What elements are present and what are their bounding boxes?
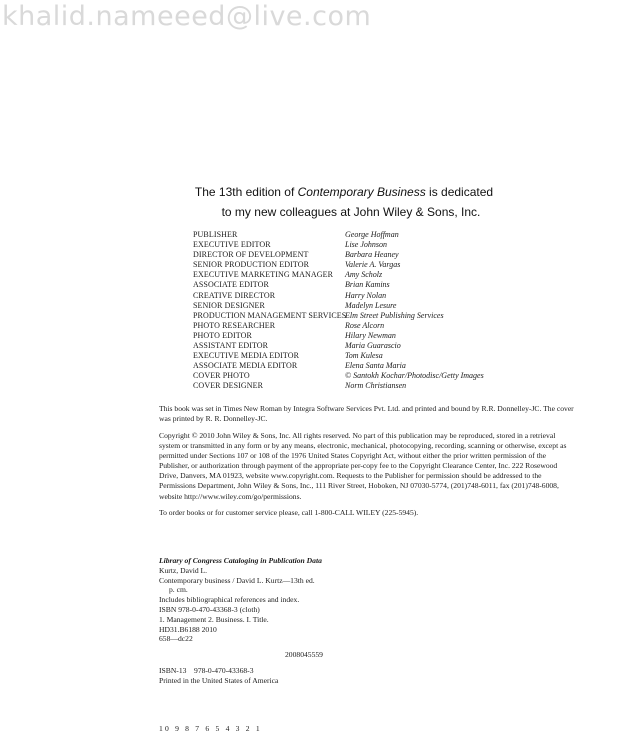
credit-role: COVER DESIGNER	[193, 381, 264, 391]
dedication-line-2: to my new colleagues at John Wiley & Sons, Inc.	[221, 205, 481, 219]
credit-row	[193, 301, 493, 311]
cip-printed: Printed in the United States of America	[159, 675, 279, 685]
email-watermark: khalid.nameeed@live.com	[2, 1, 372, 32]
credit-name: Lise Johnson	[345, 240, 387, 250]
copyright-notice: Copyright © 2010 John Wiley & Sons, Inc. All rights reserved. No part of this publication may be reproduced, stored in a retrieval system or transmitted in any form or by any means, electronic, mechanical, photocopying, recording, scanning or otherwise, except as permitted under Sections 107 or 108 of the 1976 United States Copyright Act, without either the prior written permission of the Publisher, or authorization through payment of the appropriate per-copy fee to the Copyright Clearance Center, Inc. 222 Rosewood Drive, Danvers, MA 01923, website www.copyright.com. Requests to the Publisher for permission should be addressed to the Permissions Department, John Wiley & Sons, Inc., 111 River Street, Hoboken, NJ 07030-5774, (201)748-6011, fax (201)748-6008, website http://www.wiley.com/go/permissions.	[159, 431, 567, 501]
credit-row	[193, 351, 493, 361]
credit-row	[193, 250, 493, 260]
credit-row	[193, 361, 493, 371]
order-info: To order books or for customer service please, call 1-800-CALL WILEY (225-5945).	[159, 508, 419, 517]
credit-row	[193, 381, 493, 391]
cip-pages: p. cm.	[169, 585, 188, 595]
credit-row	[193, 321, 493, 331]
credit-name: Rose Alcorn	[345, 320, 385, 330]
credits-list	[193, 230, 493, 392]
dedication-text: is dedicated	[425, 185, 494, 199]
credit-role: SENIOR DESIGNER	[193, 300, 265, 310]
credit-role: DIRECTOR OF DEVELOPMENT	[193, 250, 309, 260]
credit-name: Harry Nolan	[345, 290, 387, 300]
credit-name: © Santokh Kochar/Photodisc/Getty Images	[345, 371, 484, 381]
typesetting-note: This book was set in Times New Roman by Integra Software Services Pvt. Ltd. and printed and bound by R.R. Donnelley-JC. The cover was printed by R. R. Donnelley-JC.	[159, 404, 574, 424]
credit-name: Elm Street Publishing Services	[345, 310, 444, 320]
credit-row	[193, 331, 493, 341]
credit-row	[193, 230, 493, 240]
credit-role: PUBLISHER	[193, 230, 238, 239]
credit-name: Madelyn Lesure	[345, 300, 397, 310]
credit-name: Maria Guarascio	[345, 341, 401, 351]
credit-name: Tom Kulesa	[345, 351, 383, 361]
dedication	[0, 182, 638, 222]
credit-role: EXECUTIVE MARKETING MANAGER	[193, 270, 334, 280]
cip-isbn13: ISBN-13 978-0-470-43368-3	[159, 665, 254, 675]
cip-author: Kurtz, David L.	[159, 565, 208, 575]
dedication-line-1	[0, 182, 638, 202]
cip-heading: Library of Congress Cataloging in Publication Data	[159, 556, 322, 565]
credit-role: PHOTO RESEARCHER	[193, 320, 276, 330]
credit-role: PHOTO EDITOR	[193, 330, 252, 340]
credit-row	[193, 270, 493, 280]
credit-row	[193, 280, 493, 290]
credit-row	[193, 240, 493, 250]
credit-role: CREATIVE DIRECTOR	[193, 290, 276, 300]
credit-role: COVER PHOTO	[193, 371, 250, 381]
cip-block	[159, 556, 419, 686]
credit-role: EXECUTIVE MEDIA EDITOR	[193, 351, 300, 361]
cip-lccn: 2008045559	[285, 650, 323, 660]
credit-row	[193, 371, 493, 381]
cip-isbn-cloth: ISBN 978-0-470-43368-3 (cloth)	[159, 604, 260, 614]
credit-name: Valerie A. Vargas	[345, 260, 401, 270]
credit-role: PRODUCTION MANAGEMENT SERVICES	[193, 310, 347, 320]
credit-role: ASSOCIATE EDITOR	[193, 280, 269, 290]
credit-name: Barbara Heaney	[345, 250, 399, 260]
credit-name: Amy Scholz	[345, 270, 383, 280]
cip-dewey: 658—dc22	[159, 634, 193, 644]
credit-row	[193, 291, 493, 301]
credit-name: Hilary Newman	[345, 330, 396, 340]
print-line: 10 9 8 7 6 5 4 3 2 1	[159, 724, 262, 733]
cip-classification: HD31.B6188 2010	[159, 624, 217, 634]
credit-role: EXECUTIVE EDITOR	[193, 240, 271, 250]
credit-row	[193, 311, 493, 321]
cip-includes: Includes bibliographical references and index.	[159, 595, 300, 605]
credit-name: George Hoffman	[345, 230, 399, 239]
cip-subjects: 1. Management 2. Business. I. Title.	[159, 614, 269, 624]
cip-title: Contemporary business / David L. Kurtz—13th ed.	[159, 575, 315, 585]
credit-name: Elena Santa Maria	[345, 361, 406, 371]
credit-role: ASSISTANT EDITOR	[193, 341, 269, 351]
book-title: Contemporary Business	[297, 185, 426, 199]
credit-name: Norm Christiansen	[345, 381, 407, 391]
credit-role: ASSOCIATE MEDIA EDITOR	[193, 361, 298, 371]
credit-role: SENIOR PRODUCTION EDITOR	[193, 260, 310, 270]
credit-name: Brian Kamins	[345, 280, 390, 290]
credit-row	[193, 341, 493, 351]
dedication-text: The 13th edition of	[194, 185, 298, 199]
credit-row	[193, 260, 493, 270]
